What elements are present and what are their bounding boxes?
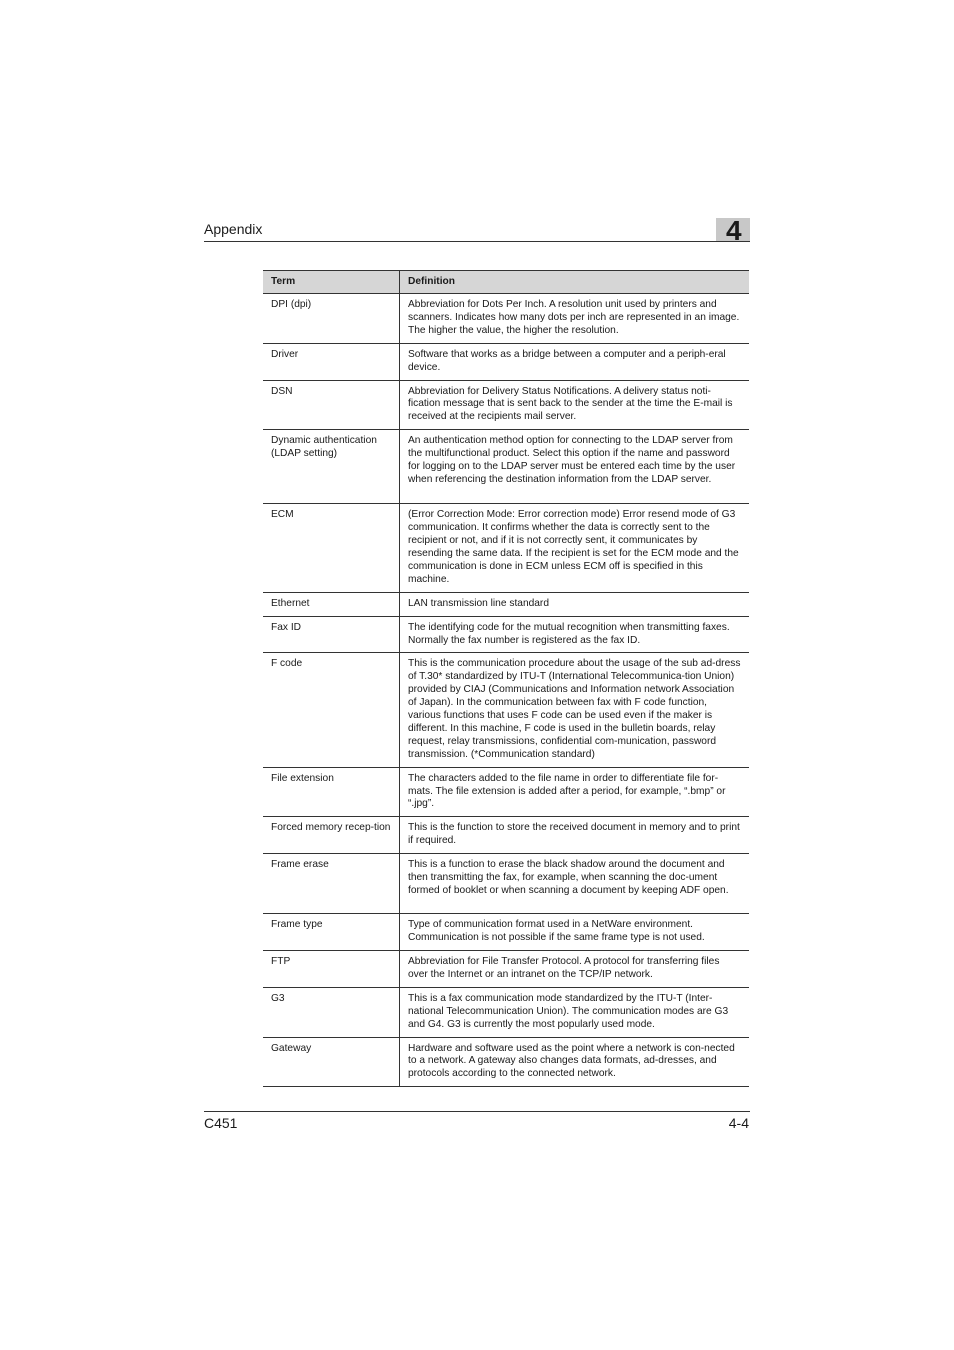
- table-row: [263, 951, 749, 988]
- table-row: [263, 592, 749, 616]
- term-cell: File extension: [263, 767, 400, 817]
- definition-cell: (Error Correction Mode: Error correction mode) Error resend mode of G3 communication. It confirms whether the data is correctly sent to the recipient or not, and if it is not correctly sent, it communicates by resending the same data. If the recipient is set for the ECM mode and the communication is done in ECM unless ECM off is specified in this machine.: [400, 504, 750, 592]
- term-cell: DPI (dpi): [263, 294, 400, 344]
- term-cell: FTP: [263, 951, 400, 988]
- chapter-number: 4: [726, 215, 742, 246]
- definition-cell: Abbreviation for Dots Per Inch. A resolution unit used by printers and scanners. Indicates how many dots per inch are represented in an image. The higher the value, the higher the resolution.: [400, 294, 750, 344]
- footer-divider: [204, 1111, 750, 1112]
- glossary-table: [263, 270, 749, 1087]
- term-cell: DSN: [263, 380, 400, 430]
- term-cell: F code: [263, 653, 400, 767]
- table-row: [263, 817, 749, 854]
- term-cell: Fax ID: [263, 616, 400, 653]
- table-row: [263, 294, 749, 344]
- table-row: [263, 343, 749, 380]
- table-row: [263, 1037, 749, 1087]
- definition-cell: The identifying code for the mutual recognition when transmitting faxes. Normally the fax number is registered as the fax ID.: [400, 616, 750, 653]
- table-row: [263, 380, 749, 430]
- column-header-definition: Definition: [400, 271, 750, 294]
- page-header-title: Appendix: [204, 221, 263, 237]
- definition-cell: The characters added to the file name in order to differentiate file for-mats. The file extension is added after a period, for example, “.bmp” or “.jpg”.: [400, 767, 750, 817]
- term-cell: Forced memory recep-tion: [263, 817, 400, 854]
- term-cell: Driver: [263, 343, 400, 380]
- table-row: [263, 767, 749, 817]
- definition-cell: Hardware and software used as the point where a network is con-nected to a network. A gateway also changes data formats, ad-dresses, and protocols according to the connected network.: [400, 1037, 750, 1087]
- term-cell: G3: [263, 987, 400, 1037]
- table-row: [263, 653, 749, 767]
- header-divider: [204, 241, 750, 242]
- term-cell: Dynamic authentication (LDAP setting): [263, 430, 400, 504]
- term-cell: Ethernet: [263, 592, 400, 616]
- footer-model: C451: [204, 1115, 238, 1131]
- table-row: [263, 854, 749, 914]
- table-row: [263, 914, 749, 951]
- definition-cell: Type of communication format used in a NetWare environment. Communication is not possible if the same frame type is not used.: [400, 914, 750, 951]
- term-cell: Frame erase: [263, 854, 400, 914]
- table-row: [263, 616, 749, 653]
- definition-cell: LAN transmission line standard: [400, 592, 750, 616]
- column-header-term: Term: [263, 271, 400, 294]
- definition-cell: This is the communication procedure about the usage of the sub ad-dress of T.30* standardized by ITU-T (International Telecommunica-tion Union) provided by CIAJ (Communications and Information network Association of Japan). In the communication between fax with F code function, various functions that uses F code can be used even if the maker is different. In this machine, F code is used in the bulletin boards, relay request, relay transmissions, confidential com-munication, password transmission. (*Communication standard): [400, 653, 750, 767]
- definition-cell: Software that works as a bridge between a computer and a periph-eral device.: [400, 343, 750, 380]
- term-cell: Frame type: [263, 914, 400, 951]
- definition-cell: This is the function to store the received document in memory and to print if required.: [400, 817, 750, 854]
- definition-cell: This is a function to erase the black shadow around the document and then transmitting the fax, for example, when scanning the doc-ument formed of booklet or when scanning a document by keeping ADF open.: [400, 854, 750, 914]
- term-cell: Gateway: [263, 1037, 400, 1087]
- definition-cell: Abbreviation for Delivery Status Notifications. A delivery status noti-fication message that is sent back to the sender at the time the E-mail is received at the recipients mail server.: [400, 380, 750, 430]
- table-row: [263, 987, 749, 1037]
- table-row: [263, 430, 749, 504]
- definition-cell: Abbreviation for File Transfer Protocol. A protocol for transferring files over the Internet or an intranet on the TCP/IP network.: [400, 951, 750, 988]
- table-row: [263, 504, 749, 592]
- footer-page-number: 4-4: [728, 1115, 749, 1131]
- definition-cell: An authentication method option for connecting to the LDAP server from the multifunctional product. Select this option if the name and password for logging on to the LDAP server must be entered each time by the user when referencing the destination information from the LDAP server.: [400, 430, 750, 504]
- table-header-row: [263, 271, 749, 294]
- definition-cell: This is a fax communication mode standardized by the ITU-T (Inter-national Telecommunication Union). The communication modes are G3 and G4. G3 is currently the most popularly used mode.: [400, 987, 750, 1037]
- term-cell: ECM: [263, 504, 400, 592]
